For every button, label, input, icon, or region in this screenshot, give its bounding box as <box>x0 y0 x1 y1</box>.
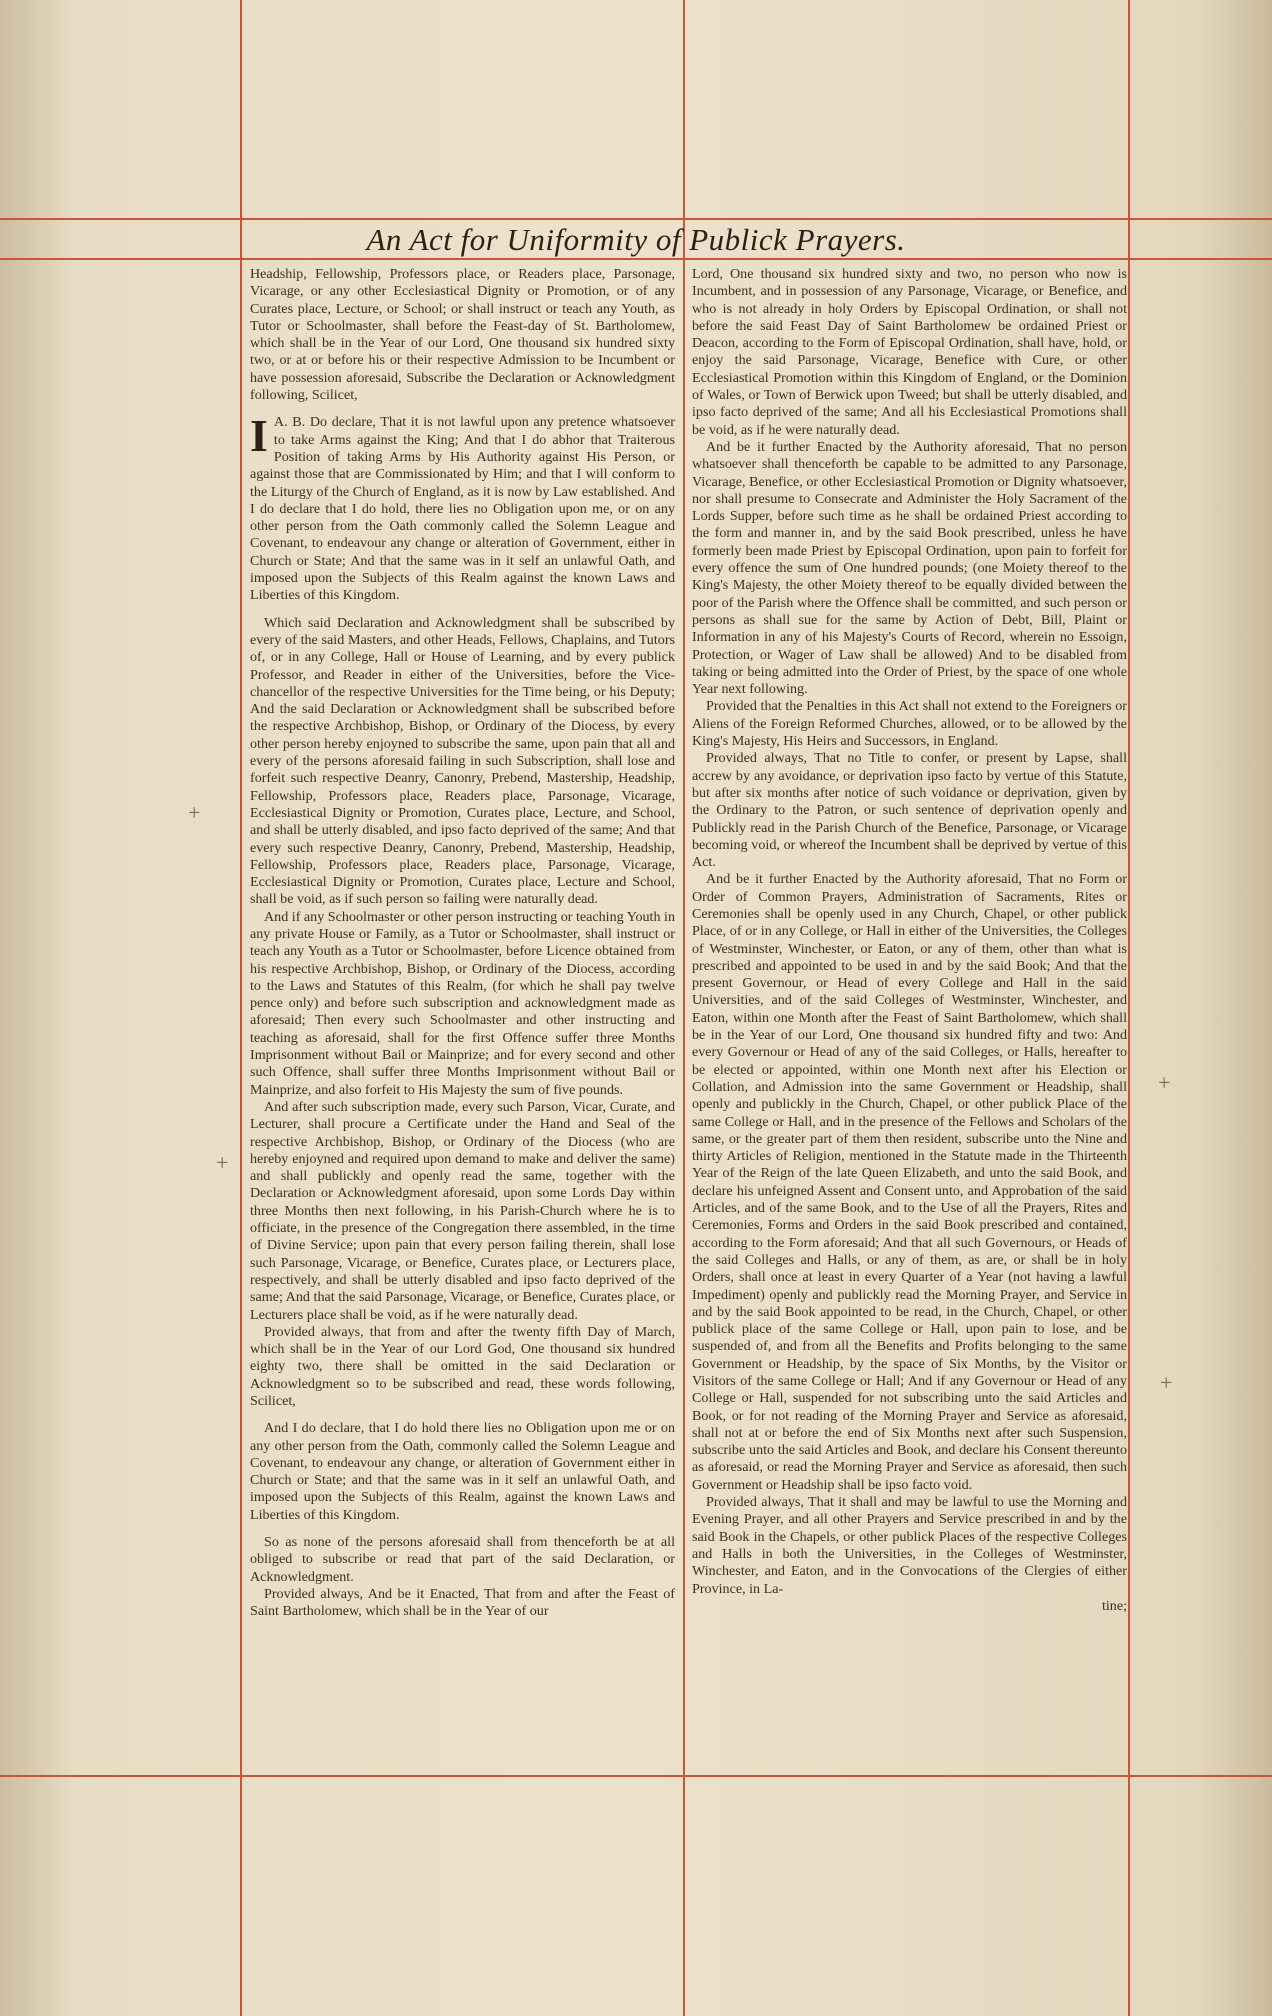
omitted-declaration-paragraph: And I do declare, that I do hold there lies no Obligation upon me or on any other person from the Oath, commonly called the Solemn League and Covenant, to endeavour any change, or alteration of Government either in Church or State; and that the same was in it self an unlawful Oath, and imposed upon the Subjects of this Realm, against the known Laws and Liberties of this Kingdom. <box>250 1420 675 1523</box>
right-paragraph-5: And be it further Enacted by the Authority aforesaid, That no Form or Order of Common Prayers, Administration of Sacraments, Rites or Ceremonies shall be openly used in any Church, Chapel, or other publick Place, of or in any College, or Hall in either of the Universities, the Colleges of Westminster, Winchester, or Eaton, or any of them, other than what is prescribed and appointed to be used in and by the said Book; And that the present Governour, or Head of every College and Hall in the said Universities, and of the said Colleges of Westminster, Winchester, and Eaton, within one Month after the Feast of Saint Bartholomew, which shall be in the Year of our Lord, One thousand six hundred fifty and two: And every Governour or Head of any of the said Colleges, or Halls, hereafter to be elected or appointed, within one Month next after his Election or Collation, and Admission into the same Government or Headship, shall openly and publickly in the Church, Chapel, or other publick Place of the same College or Hall, and in the presence of the Fellows and Scholars of the same, or the greater part of them then resident, subscribe unto the Nine and thirty Articles of Religion, mentioned in the Statute made in the Thirteenth Year of the Reign of the late Queen Elizabeth, and unto the said Book, and declare his unfeigned Assent and Consent unto, and Approbation of the said Articles, and of the same Book, and to the Use of all the Prayers, Rites and Ceremonies, Forms and Orders in the said Book prescribed and contained, according to the Form aforesaid; And that all such Governours, or Heads of the said Colleges and Halls, or any of them, as are, or shall be in holy Orders, shall once at least in every Quarter of a Year (not having a lawful Impediment) openly and publickly read the Morning Prayer, and Service in and by the said Book appointed to be read, in the Church, Chapel, or other publick place of the same College or Hall, upon pain to lose, and be suspended of, and from all the Benefits and Profits belonging to the same Government or Headship, by the space of Six Months, by the Visitor or Visitors of the same College or Hall; And if any Governour or Head of any College or Hall, suspended for not subscribing unto the said Articles and Book, or for not reading of the Morning Prayer and Service as aforesaid, shall not at or before the end of Six Months next after such Suspension, subscribe unto the said Articles and Book, and declare his Consent thereunto as aforesaid, or read the Morning Prayer and Service as aforesaid, then such Government or Headship shall be ipso facto void. <box>692 871 1127 1493</box>
drop-cap-i: I <box>250 410 268 462</box>
left-paragraph-6: Provided always, that from and after the twenty fifth Day of March, which shall be in the Year of our Lord God, One thousand six hundred eighty two, there shall be omitted in the said Declaration or Acknowledgment so to be subscribed and read, these words following, Scilicet, <box>250 1323 675 1409</box>
red-rule-top <box>0 218 1272 220</box>
red-rule-under-title <box>0 258 1272 260</box>
right-paragraph-1: Lord, One thousand six hundred sixty and two, no person who now is Incumbent, and in possession of any Parsonage, Vicarage, or Benefice, and who is not already in holy Orders by Episcopal Ordination, or shall not before the said Feast Day of Saint Bartholomew be ordained Priest or Deacon, according to the Form of Episcopal Ordination, shall have, hold, or enjoy the said Parsonage, Vicarage, Benefice with Cure, or other Ecclesiastical Promotion within this Kingdom of England, or the Dominion of Wales, or Town of Berwick upon Tweed; but shall be utterly disabled, and ipso facto deprived of the same; And all his Ecclesiastical Promotions shall be void, as if he were naturally dead. <box>692 266 1127 438</box>
left-column <box>250 266 675 1621</box>
document-title: An Act for Uniformity of Publick Prayers. <box>366 222 906 257</box>
declaration-paragraph <box>250 410 675 604</box>
margin-mark-right-2: + <box>1160 1370 1173 1395</box>
left-paragraph-9: Provided always, And be it Enacted, That from and after the Feast of Saint Bartholomew, which shall be in the Year of our <box>250 1585 675 1620</box>
right-column <box>692 266 1127 1615</box>
right-paragraph-2: And be it further Enacted by the Authority aforesaid, That no person whatsoever shall thenceforth be capable to be admitted to any Parsonage, Vicarage, Benefice, or other Ecclesiastical Promotion or Dignity whatsoever, nor shall presume to Consecrate and Administer the Holy Sacrament of the Lords Supper, before such time as he shall be ordained Priest according to the form and manner in, and by the said Book prescribed, unless he have formerly been made Priest by Episcopal Ordination, upon pain to forfeit for every offence the sum of One hundred pounds; (one Moiety thereof to the King's Majesty, the other Moiety thereof to be equally divided between the poor of the Parish where the Offence shall be committed, and such person or persons as shall sue for the same by Action of Debt, Bill, Plaint or Information in any of his Majesty's Courts of Record, wherein no Essoign, Protection, or Wager of Law shall be allowed) And to be disabled from taking or being admitted into the Order of Priest, by the space of one whole Year next following. <box>692 438 1127 698</box>
left-paragraph-8: So as none of the persons aforesaid shall from thenceforth be at all obliged to subscribe or read that part of the said Declaration, or Acknowledgment. <box>250 1534 675 1585</box>
red-rule-left <box>240 0 242 2016</box>
margin-mark-right-1: + <box>1158 1070 1171 1095</box>
red-rule-bottom <box>0 1775 1272 1777</box>
right-paragraph-6: Provided always, That it shall and may be lawful to use the Morning and Evening Prayer, and all other Prayers and Service prescribed in and by the said Book in the Chapels, or other publick Places of the respective Colleges and Halls in both the Universities, in the Colleges of Westminster, Winchester, and Eaton, and in the Convocations of the Clergies of either Province, in La- <box>692 1494 1127 1597</box>
left-paragraph-3: Which said Declaration and Acknowledgment shall be subscribed by every of the said Masters, and other Heads, Fellows, Chaplains, and Tutors of, or in any College, Hall or House of Learning, and by every publick Professor, and Reader in either of the Universities, before the Vice-chancellor of the respective Universities for the Time being, or his Deputy; And the said Declaration or Acknowledgment shall be subscribed before the respective Archbishop, Bishop, or Ordinary of the Diocess, by every other person hereby enjoyned to subscribe the same, upon pain that all and every of the persons aforesaid failing in such Subscription, shall lose and forfeit such respective Deanry, Canonry, Prebend, Mastership, Headship, Fellowship, Professors place, Readers place, Parsonage, Vicarage, Ecclesiastical Dignity or Promotion, Curates place, Lecture, and School, and shall be utterly disabled, and ipso facto deprived of the same; And that every such respective Deanry, Canonry, Prebend, Mastership, Headship, Fellowship, Professors place, Readers place, Parsonage, Vicarage, Ecclesiastical Dignity or Promotion, Curates place, Lecture and School, shall be void, as if such person so failing were naturally dead. <box>250 614 675 908</box>
left-paragraph-1: Headship, Fellowship, Professors place, or Readers place, Parsonage, Vicarage, or any other Ecclesiastical Dignity or Promotion, or of any Curates place, Lecture, or School; or shall instruct or teach any Youth, as Tutor or Schoolmaster, shall before the Feast-day of St. Bartholomew, which shall be in the Year of our Lord, One thousand six hundred sixty two, or at or before his or their respective Admission to be Incumbent or have possession aforesaid, Subscribe the Declaration or Acknowledgment following, Scilicet, <box>250 266 675 404</box>
right-paragraph-4: Provided always, That no Title to confer, or present by Lapse, shall accrew by any avoidance, or deprivation ipso facto by vertue of this Statute, but after six months after notice of such voidance or deprivation, given by the Ordinary to the Patron, or such sentence of deprivation openly and Publickly read in the Parish Church of the Benefice, Parsonage, or Vicarage becoming void, or whereof the Incumbent shall be deprived by vertue of this Act. <box>692 750 1127 871</box>
margin-mark-left-2: + <box>216 1150 229 1175</box>
declaration-text: A. B. Do declare, That it is not lawful upon any pretence whatsoever to take Arms against the King; And that I do abhor that Traiterous Position of taking Arms by His Authority against His Person, or against those that are Commissionated by Him; and that I will conform to the Liturgy of the Church of England, as it is now by Law established. And I do declare that I do hold, there lies no Obligation upon me, or on any other person from the Oath commonly called the Solemn League and Covenant, to endeavour any change or alteration of Government, either in Church or State; And that the same was in it self an unlawful Oath, and imposed upon the Subjects of this Realm against the known Laws and Liberties of this Kingdom. <box>250 414 675 604</box>
left-paragraph-5: And after such subscription made, every such Parson, Vicar, Curate, and Lecturer, shall procure a Certificate under the Hand and Seal of the respective Archbishop, Bishop, or Ordinary of the Diocess (who are hereby enjoyned and required upon demand to make and deliver the same) and shall publickly and openly read the same, together with the Declaration or Acknowledgment aforesaid, upon some Lords Day within three Months then next following, in his Parish-Church where he is to officiate, in the presence of the Congregation there assembled, in the time of Divine Service; upon pain that every person failing therein, shall lose such Parsonage, Vicarage, or Benefice, Curates place, or Lecturers place, respectively, and shall be utterly disabled and ipso facto deprived of the same; And that the said Parsonage, Vicarage, or Benefice, Curates place, or Lecturers place shall be void, as if he were naturally dead. <box>250 1098 675 1323</box>
margin-mark-left-1: + <box>188 800 201 825</box>
left-paragraph-4: And if any Schoolmaster or other person instructing or teaching Youth in any private House or Family, as a Tutor or Schoolmaster, shall instruct or teach any Youth as a Tutor or Schoolmaster, before Licence obtained from his respective Archbishop, Bishop, or Ordinary of the Diocess, according to the Laws and Statutes of this Realm, (for which he shall pay twelve pence only) and before such subscription and acknowledgment made as aforesaid; Then every such Schoolmaster and other instructing and teaching as aforesaid, shall for the first Offence suffer three Months Imprisonment without Bail or Mainprize; and for every second and other such Offence, shall suffer three Months Imprisonment without Bail or Mainprize, and also forfeit to His Majesty the sum of five pounds. <box>250 908 676 1098</box>
red-rule-right <box>1128 0 1130 2016</box>
red-rule-center <box>683 0 685 2016</box>
right-paragraph-3: Provided that the Penalties in this Act shall not extend to the Foreigners or Aliens of the Foreign Reformed Churches, allowed, or to be allowed by the King's Majesty, His Heirs and Successors, in England. <box>692 698 1127 750</box>
catchword: tine; <box>1101 1597 1127 1614</box>
